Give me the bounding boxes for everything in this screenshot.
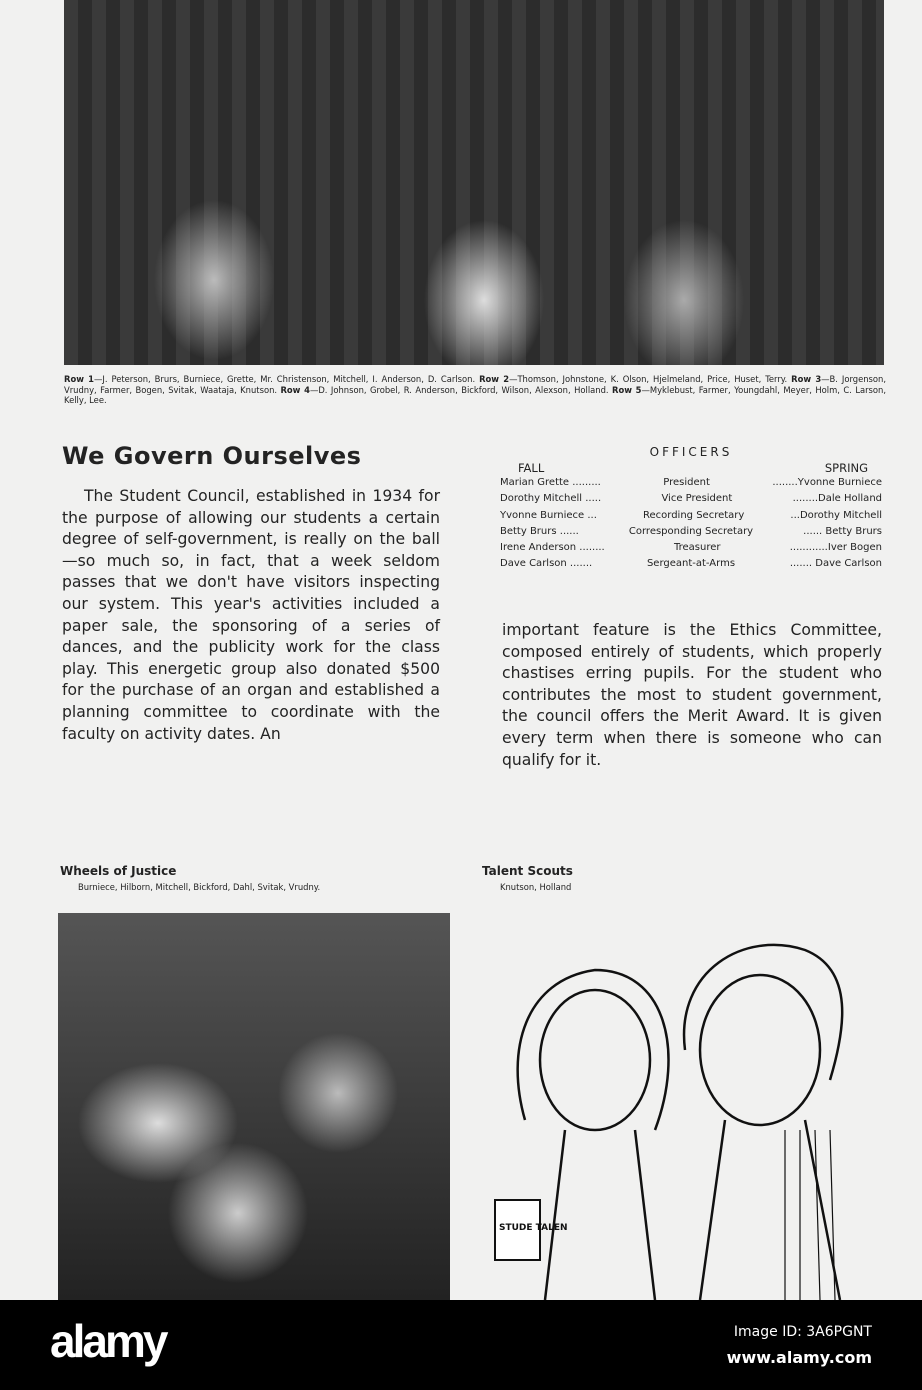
watermark-banner: [0, 1300, 922, 1390]
office: Recording Secretary: [643, 509, 745, 521]
talent-names: Knutson, Holland: [500, 882, 572, 892]
row-names: —Thomson, Johnstone, K. Olson, Hjelmeland, Price, Huset, Terry.: [509, 374, 792, 384]
alamy-logo: alamy: [50, 1315, 166, 1367]
row-names: —B. Jorgenson, Vrudny, Farmer, Bogen, Svitak, Waataja, Knutson.: [64, 374, 887, 395]
officer-row: [500, 524, 882, 540]
row-label: Row 3: [791, 374, 822, 384]
wheels-of-justice-photo: [58, 913, 450, 1300]
talent-title: Talent Scouts: [482, 864, 573, 878]
spring-officer: ....... Dave Carlson: [789, 558, 882, 570]
justice-title: Wheels of Justice: [60, 864, 177, 878]
fall-officer: Irene Anderson ........: [500, 542, 605, 554]
fall-officer: Dave Carlson .......: [500, 558, 593, 570]
student-council-group-photo: [64, 0, 884, 365]
row-label: Row 4: [280, 384, 310, 395]
office: Corresponding Secretary: [628, 525, 754, 537]
fall-officer: Marian Grette .........: [500, 477, 601, 488]
photo-caption: [64, 374, 886, 406]
spring-header: SPRING: [824, 461, 868, 475]
office: Treasurer: [673, 542, 721, 554]
office: Vice President: [661, 493, 733, 505]
fall-officer: Yvonne Burniece ...: [500, 509, 597, 521]
talent-scouts-caricature: [485, 930, 880, 1300]
spring-officer: ...... Betty Brurs: [803, 525, 882, 537]
officer-row: [500, 475, 882, 491]
row-label: Row 2: [479, 374, 510, 384]
office: Sergeant-at-Arms: [646, 558, 736, 570]
officer-row: [500, 508, 882, 524]
fall-officer: Betty Brurs ......: [500, 525, 579, 537]
fall-officer: Dorothy Mitchell .....: [500, 493, 602, 505]
officer-row: [500, 540, 882, 556]
row-names: —D. Johnson, Grobel, R. Anderson, Bickford, Wilson, Alexson, Holland.: [309, 384, 613, 395]
row-names: —J. Peterson, Brurs, Burniece, Grette, Mr. Christenson, Mitchell, I. Anderson, D. Carlson.: [93, 374, 480, 384]
officers-title: OFFICERS: [649, 445, 733, 459]
officers-table: [500, 445, 882, 573]
officer-row: [500, 491, 882, 507]
page-heading: We Govern Ourselves: [62, 442, 362, 470]
row-label: Row 1: [64, 374, 94, 384]
fall-header: FALL: [518, 461, 545, 475]
spring-officer: ...Dorothy Mitchell: [790, 509, 882, 521]
body-text-right: important feature is the Ethics Committee, composed entirely of students, which properly chastises erring pupils. For the student who contributes the most to student government, the council offers the Merit Award. It is given every term when there is someone who can qualify for it.: [502, 621, 882, 769]
spring-officer: ............Iver Bogen: [789, 542, 882, 554]
justice-names: Burniece, Hilborn, Mitchell, Bickford, Dahl, Svitak, Vrudny.: [78, 882, 321, 892]
body-text-left: The Student Council, established in 1934 for the purpose of allowing our students a certain degree of self-government, is really on the ball—so much so, in fact, that a week seldom passes that we don't have visitors inspecting our system. This year's activities included a paper sale, the sponsoring of a series of dances, and the publicity work for the class play. This energetic group also donated $500 for the purchase of an organ and established a planning committee to coordinate with the faculty on activity dates. An: [62, 487, 440, 743]
officer-row: [500, 556, 882, 572]
talent-sign: STUDE TALEN: [499, 1223, 568, 1233]
spring-officer: ........Yvonne Burniece: [772, 477, 882, 488]
site-link[interactable]: www.alamy.com: [726, 1348, 872, 1367]
office: President: [663, 477, 710, 488]
image-id: Image ID: 3A6PGNT: [733, 1324, 872, 1340]
row-names: —Myklebust, Farmer, Youngdahl, Meyer, Holm, C. Larson, Kelly, Lee.: [64, 384, 887, 405]
spring-officer: ........Dale Holland: [792, 493, 882, 505]
row-label: Row 5: [612, 384, 642, 395]
